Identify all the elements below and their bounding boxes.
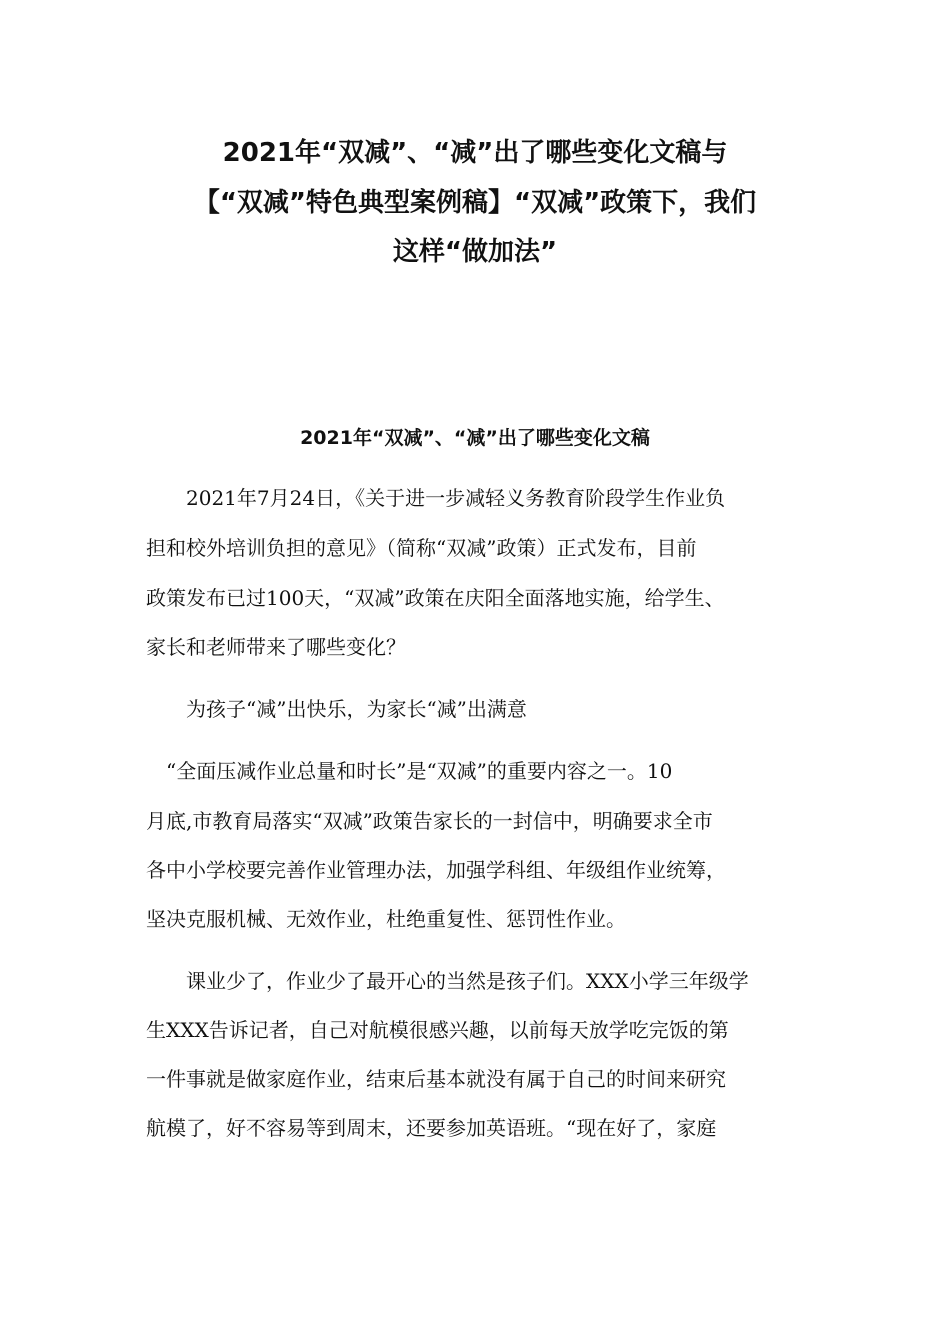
paragraph-4-line-2: 生XXX告诉记者，自己对航模很感兴趣，以前每天放学吃完饭的第 <box>146 1018 729 1042</box>
paragraph-1-line-1: 2021年7月24日，《关于进一步减轻义务教育阶段学生作业负 <box>186 486 726 510</box>
document-title-line-2: 【“双减”特色典型案例稿】“双减”政策下，我们 <box>193 188 757 218</box>
section-heading: 2021年“双减”、“减”出了哪些变化文稿 <box>300 427 650 449</box>
paragraph-1-line-4: 家长和老师带来了哪些变化？ <box>146 635 406 659</box>
paragraph-2-subheading: 为孩子“减”出快乐，为家长“减”出满意 <box>186 697 527 721</box>
document-title-line-3: 这样“做加法” <box>392 237 558 267</box>
paragraph-1-line-3: 政策发布已过100天，“双减”政策在庆阳全面落地实施，给学生、 <box>146 586 725 610</box>
document-title-line-1: 2021年“双减”、“减”出了哪些变化文稿与 <box>222 138 728 168</box>
paragraph-4-line-3: 一件事就是做家庭作业，结束后基本就没有属于自己的时间来研究 <box>146 1067 726 1091</box>
paragraph-3-line-3: 各中小学校要完善作业管理办法，加强学科组、年级组作业统筹， <box>146 858 726 882</box>
paragraph-4-line-4: 航模了，好不容易等到周末，还要参加英语班。“现在好了，家庭 <box>146 1116 717 1140</box>
paragraph-4-line-1: 课业少了，作业少了最开心的当然是孩子们。XXX小学三年级学 <box>186 969 749 993</box>
paragraph-1-line-2: 担和校外培训负担的意见》（简称“双减”政策）正式发布，目前 <box>146 536 697 560</box>
paragraph-3-line-2: 月底,市教育局落实“双减”政策告家长的一封信中，明确要求全市 <box>146 809 713 833</box>
paragraph-3-line-1: “全面压减作业总量和时长”是“双减”的重要内容之一。10 <box>166 759 673 783</box>
paragraph-3-line-4: 坚决克服机械、无效作业，杜绝重复性、惩罚性作业。 <box>146 907 626 931</box>
